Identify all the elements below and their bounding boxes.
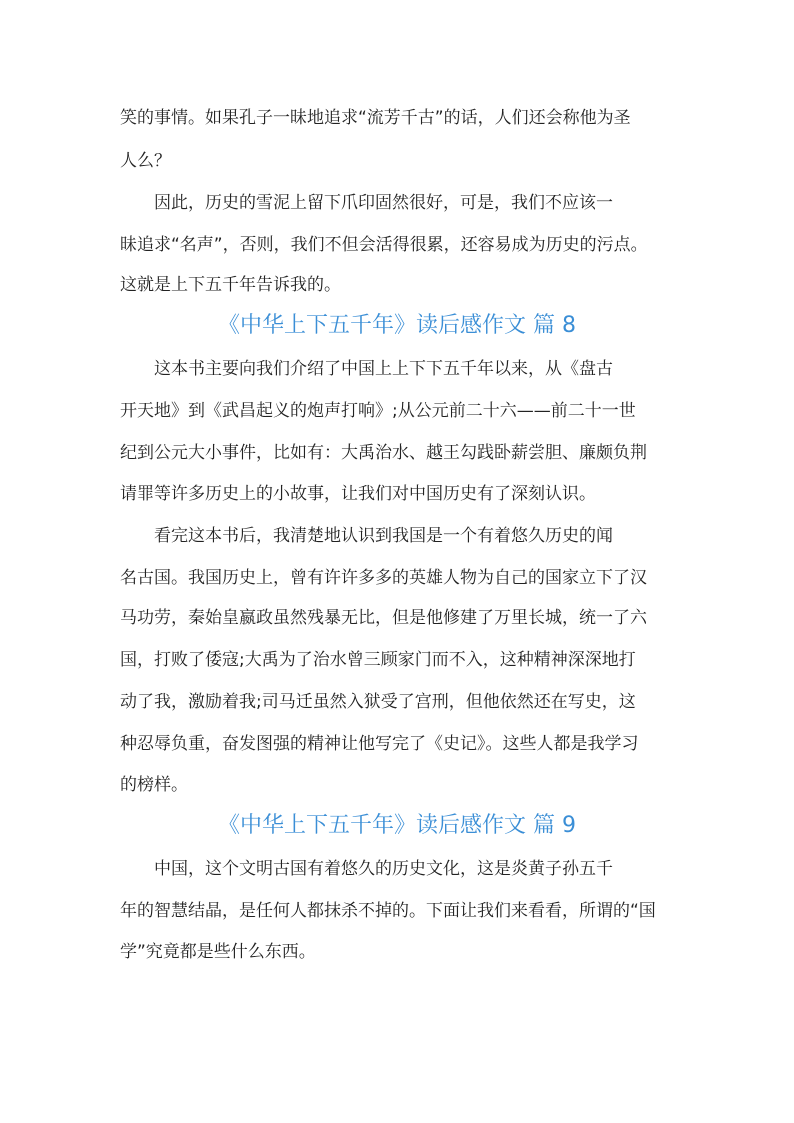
paragraph-line: 学”究竟都是些什么东西。 — [120, 942, 316, 962]
paragraph-line: 人么？ — [120, 151, 171, 171]
section-heading: 《中华上下五千年》读后感作文 篇 9 — [218, 813, 576, 838]
paragraph-line: 纪到公元大小事件，比如有：大禹治水、越王勾践卧薪尝胆、廉颇负荆 — [120, 443, 647, 463]
paragraph-line: 动了我，激励着我;司马迁虽然入狱受了宫刑，但他依然还在写史，这 — [120, 692, 636, 712]
paragraph-line: 国，打败了倭寇;大禹为了治水曾三顾家门而不入，这种精神深深地打 — [120, 650, 636, 670]
paragraph-line: 请罪等许多历史上的小故事，让我们对中国历史有了深刻认识。 — [120, 484, 596, 504]
paragraph-line: 因此，历史的雪泥上留下爪印固然很好，可是，我们不应该一 — [120, 193, 613, 213]
paragraph-line: 这就是上下五千年告诉我的。 — [120, 275, 341, 295]
paragraph-line: 这本书主要向我们介绍了中国上上下下五千年以来，从《盘古 — [120, 359, 613, 379]
paragraph-line: 开天地》到《武昌起义的炮声打响》;从公元前二十六——前二十一世 — [120, 401, 636, 421]
paragraph-line: 名古国。我国历史上，曾有许许多多的英雄人物为自己的国家立下了汉 — [120, 568, 647, 588]
section-heading: 《中华上下五千年》读后感作文 篇 8 — [218, 313, 576, 338]
paragraph-line: 年的智慧结晶，是任何人都抹杀不掉的。下面让我们来看看，所谓的“国 — [120, 901, 656, 921]
paragraph-line: 看完这本书后，我清楚地认识到我国是一个有着悠久历史的闻 — [120, 526, 613, 546]
paragraph-line: 种忍辱负重，奋发图强的精神让他写完了《史记》。这些人都是我学习 — [120, 734, 639, 754]
paragraph-line: 的榜样。 — [120, 775, 188, 795]
paragraph-line: 昧追求“名声”，否则，我们不但会活得很累，还容易成为历史的污点。 — [120, 235, 648, 255]
paragraph-line: 笑的事情。如果孔子一昧地追求“流芳千古”的话，人们还会称他为圣 — [120, 108, 631, 128]
paragraph-line: 马功劳，秦始皇嬴政虽然残暴无比，但是他修建了万里长城，统一了六 — [120, 608, 647, 628]
paragraph-line: 中国，这个文明古国有着悠久的历史文化，这是炎黄子孙五千 — [120, 859, 613, 879]
